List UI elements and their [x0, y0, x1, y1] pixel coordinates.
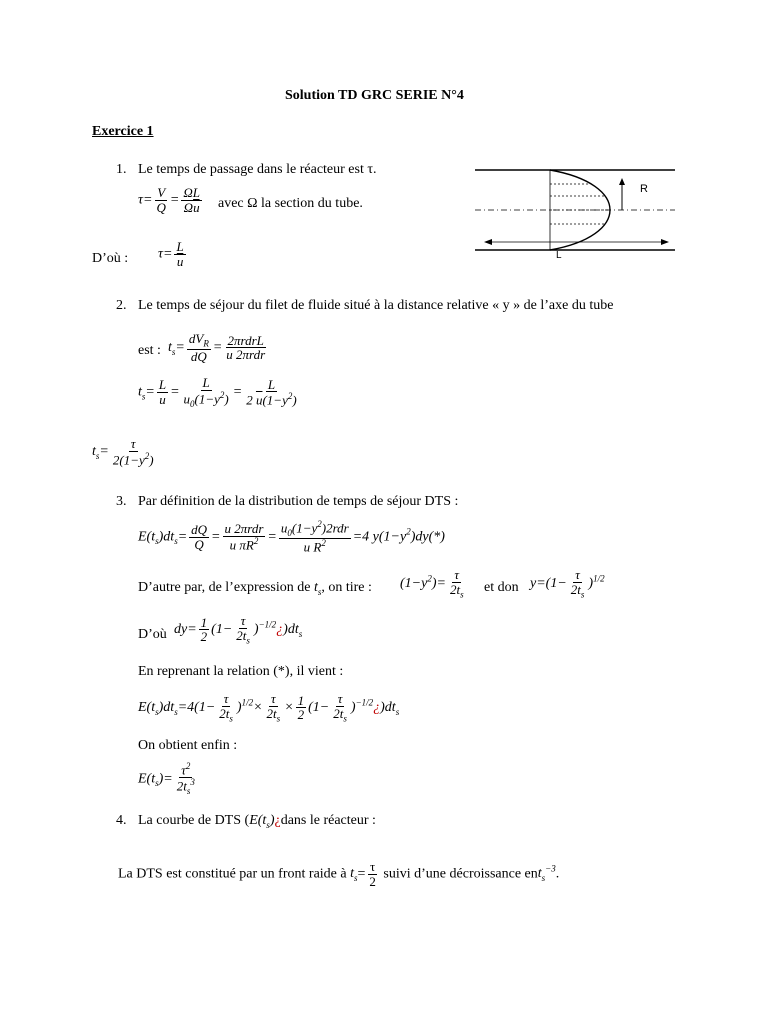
text-on-obtient: On obtient enfin : — [138, 738, 238, 753]
text-en-reprenant: En reprenant la relation (*), il vient : — [138, 664, 344, 679]
text-dou-2: D’où — [138, 627, 167, 642]
conclusion-period: . — [555, 866, 560, 882]
length-arrow-left — [484, 239, 492, 245]
equation-ts-dv-dq: $t_s=$ $\frac{dV_R}{dQ}$ = $\frac{\text{2πrdrL}}{\text{u 2πrdr}}$ — [168, 331, 266, 365]
equation-tau-definition: τ= $\frac{V}{Q}$ = $\frac{\Omega L}{\Omega\overline{u}}$ — [138, 185, 200, 215]
equation-one-minus-y2: $(1-y^2)=$ $\frac{\tau}{2t_s}$ — [400, 567, 464, 600]
text-autre-part-label: D’autre par, de l’expression de — [138, 580, 311, 595]
text-est: est : — [138, 343, 161, 358]
item-3-text: Par définition de la distribution de temps de séjour DTS : — [138, 494, 459, 509]
text-autre-part: D’autre par, de l’expression de $t_s$, on tire : — [138, 580, 372, 597]
text-et-don: et don — [484, 580, 519, 595]
item-2-text: Le temps de séjour du filet de fluide situé à la distance relative « y » de l’axe du tube — [138, 298, 614, 313]
equation-final-dts: $E(t_s)=$ $\frac{\tau^2}{2t_s^3}$ — [138, 761, 195, 796]
length-arrow-right — [661, 239, 669, 245]
page-title: Solution TD GRC SERIE N°4 — [285, 88, 464, 103]
conclusion-part-1: La DTS est constitué par un front raide à — [118, 866, 347, 882]
equation-dts-substituted: $E(t_s)dt_s=4(1-$ $\frac{\tau}{2t_s}$ )$^{1/2}$× $\frac{\tau}{2t_s}$ × $\frac{1}{2}$ (1− $\frac{\tau}{2t_s}$ )$^{-1/2}¿)dt_s$ — [138, 691, 400, 724]
text-on-tire: , on tire : — [321, 580, 372, 595]
exercise-heading: Exercice 1 — [92, 124, 154, 139]
conclusion-part-2: suivi d’une décroissance en — [383, 866, 538, 882]
text-dou-1: D’où : — [92, 251, 129, 266]
equation-tau-L-u: τ= $\frac{L}{u}$ — [158, 239, 184, 269]
label-L: L — [556, 250, 562, 261]
item-1-text: Le temps de passage dans le réacteur est τ. — [138, 162, 377, 177]
equation-dts-definition: $E(t_s)dt_s=$ $\frac{dQ}{Q}$ = $\frac{\text{u 2πrdr}}{\overline{u} \pi R^2}$ = $\frac{u_0(1-y^2)2rdr}{\overline{u} R^2}$ =4 $y(1-y^2)dy(*)$ — [138, 519, 445, 555]
conclusion-line: La DTS est constitué par un front raide à $t_s=$ $\frac{\tau}{2}$ suivi d’une décroissance ent$_s^{-3}$. — [118, 859, 560, 889]
equation-ts-tau: $t_s=$ $\frac{\tau}{2(1-y^2)}$ — [92, 436, 154, 467]
item-2-number: 2. — [116, 298, 127, 313]
text-avec-section: avec Ω la section du tube. — [218, 196, 363, 211]
item-4-text-before: La courbe de DTS ( — [138, 813, 250, 828]
item-4-text-after: dans le réacteur : — [280, 813, 376, 828]
equation-y: y=(1− $\frac{\tau}{2t_s}$ )$^{1/2}$ — [530, 567, 605, 600]
label-R: R — [640, 183, 648, 195]
item-1-number: 1. — [116, 162, 127, 177]
pipe-flow-figure — [470, 162, 680, 262]
item-3-number: 3. — [116, 494, 127, 509]
item-4-number: 4. — [116, 813, 127, 828]
item-4-text: La courbe de DTS ($E(t_s)¿dans$ le réacteur : — [138, 813, 376, 830]
radius-arrowhead — [619, 178, 625, 185]
equation-dy: dy= $\frac{1}{2}$ (1− $\frac{\tau}{2t_s}$ )$^{-1/2}¿)dt_s$ — [174, 613, 303, 646]
equation-ts-L-u: $t_s=$ $\frac{L}{u}$ = $\frac{L}{u_0(1-y^2)}$ = $\frac{L}{2 \overline{u}(1-y^2)}$ — [138, 375, 297, 409]
